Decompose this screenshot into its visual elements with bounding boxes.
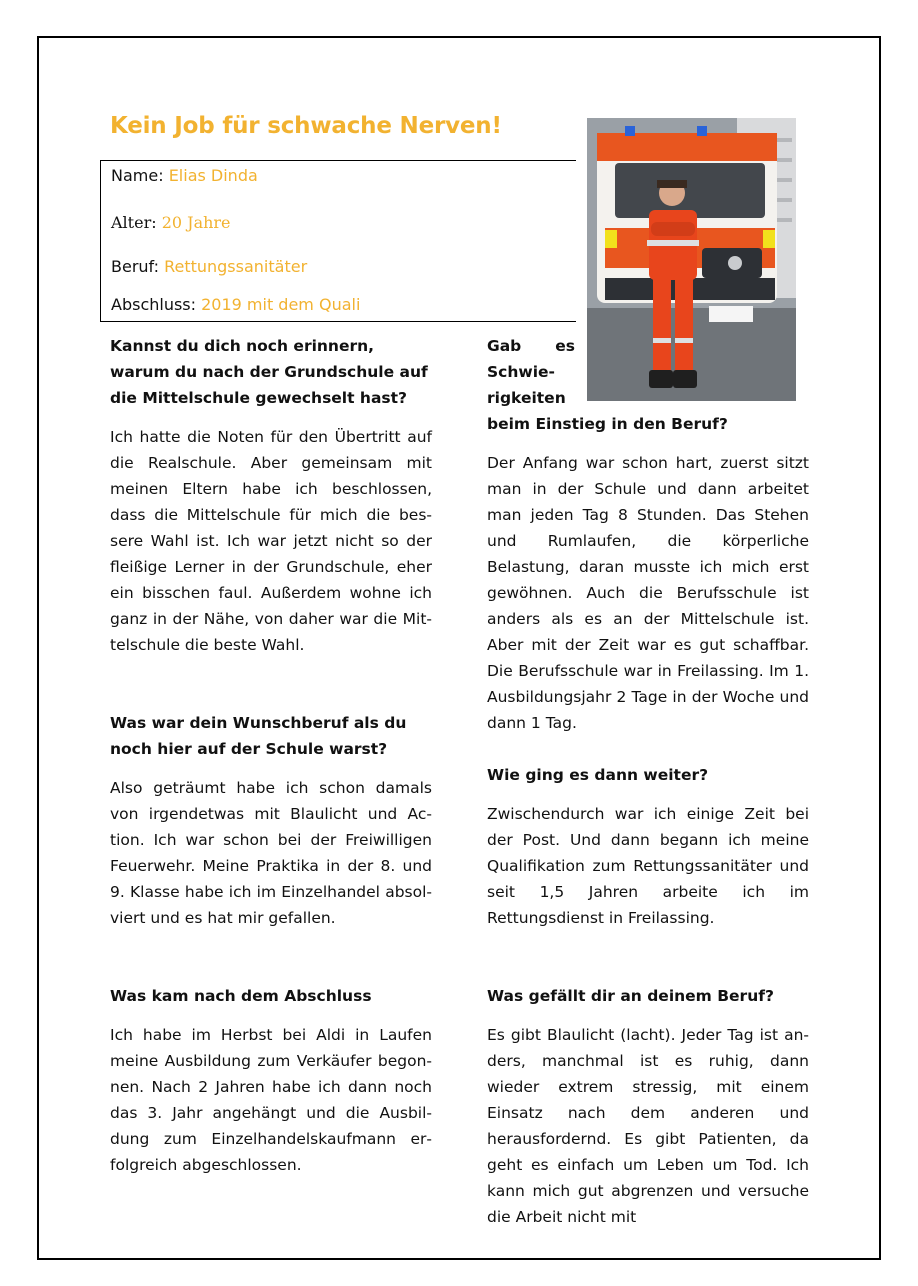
answer-nach-abschluss: Ich habe im Herbst bei Aldi in Laufen meine Ausbildung zum Verkäufer begonnen. Nach 2 Jahren habe ich dann noch das 3. Jahr angehängt und die Ausbildung zum Einzelhandelskaufmann erfolgreich abgeschlossen. bbox=[110, 1026, 432, 1174]
beruf-row bbox=[111, 257, 307, 276]
question-wunschberuf: Was war dein Wunschberuf als du noch hier auf der Schule warst? bbox=[110, 714, 407, 758]
profile-box bbox=[100, 160, 576, 322]
abschluss-label: Abschluss: bbox=[111, 295, 202, 314]
question-weiter: Wie ging es dann weiter? bbox=[487, 766, 709, 784]
answer-wunschberuf: Also geträumt habe ich schon damals von irgendetwas mit Blaulicht und Action. Ich war schon bei der Freiwilligen Feuerwehr. Meine Praktika in der 8. und 9. Klasse habe ich im Einzelhandel absolviert und es hat mir gefallen. bbox=[110, 779, 432, 927]
question-einstieg-word2: es bbox=[555, 337, 575, 355]
name-row bbox=[111, 166, 258, 185]
question-einstieg-word1: Gab bbox=[487, 337, 522, 355]
answer-gefaellt: Es gibt Blaulicht (lacht). Jeder Tag ist anders, manchmal ist es ruhig, dann wieder extrem stressig, mit einem Einsatz nach dem anderen und herausfordernd. Es gibt Patienten, da geht es einfach um Leben um Tod. Ich kann mich gut abgrenzen und versuche die Arbeit nicht mit bbox=[487, 1026, 809, 1226]
question-einstieg-top bbox=[487, 333, 575, 411]
answer-schulwechsel: Ich hatte die Noten für den Übertritt auf die Realschule. Aber gemeinsam mit meinen Eltern habe ich beschlossen, dass die Mittelschule für mich die bessere Wahl ist. Ich war jetzt nicht so der fleißige Lerner in der Grundschule, eher ein bisschen faul. Außerdem wohne ich ganz in der Nähe, von daher war die Mittelschule die beste Wahl. bbox=[110, 428, 432, 654]
answer-weiter: Zwischendurch war ich einige Zeit bei der Post. Und dann begann ich meine Qualifikation zum Rettungssanitäter und seit 1,5 Jahren arbeite ich im Rettungsdienst in Freilassing. bbox=[487, 805, 809, 927]
question-einstieg-line3: rigkeiten bbox=[487, 389, 566, 407]
portrait-photo bbox=[587, 118, 796, 401]
beruf-value: Rettungssanitäter bbox=[164, 257, 308, 276]
answer-einstieg: Der Anfang war schon hart, zuerst sitzt man in der Schule und dann arbeitet man jeden Tag 8 Stunden. Das Stehen und Rumlaufen, die körperliche Belastung, daran musste ich mich erst gewöhnen. Auch die Berufsschule ist anders als es an der Mittelschule ist. Aber mit der Zeit war es gut schaffbar. Die Berufsschule war in Freilassing. Im 1. Ausbildungsjahr 2 Tage in der Woche und dann 1 Tag. bbox=[487, 454, 809, 732]
question-schulwechsel: Kannst du dich noch erinnern, warum du nach der Grundschule auf die Mittelschule gewechselt hast? bbox=[110, 337, 428, 407]
question-nach-abschluss: Was kam nach dem Abschluss bbox=[110, 987, 372, 1005]
question-gefaellt: Was gefällt dir an deinem Beruf? bbox=[487, 987, 774, 1005]
name-value: Elias Dinda bbox=[168, 166, 258, 185]
question-einstieg-line1 bbox=[487, 333, 575, 359]
question-einstieg-line2: Schwie- bbox=[487, 363, 555, 381]
beruf-label: Beruf: bbox=[111, 257, 165, 276]
alter-value: 20 Jahre bbox=[161, 213, 231, 232]
abschluss-value: 2019 mit dem Quali bbox=[201, 295, 361, 314]
portrait-illustration bbox=[587, 118, 796, 401]
name-label: Name: bbox=[111, 166, 169, 185]
page-title: Kein Job für schwache Nerven! bbox=[110, 113, 502, 139]
question-einstieg-line4: beim Einstieg in den Beruf? bbox=[487, 415, 728, 433]
alter-label: Alter: bbox=[111, 213, 162, 232]
alter-row bbox=[111, 213, 231, 232]
abschluss-row bbox=[111, 295, 360, 314]
